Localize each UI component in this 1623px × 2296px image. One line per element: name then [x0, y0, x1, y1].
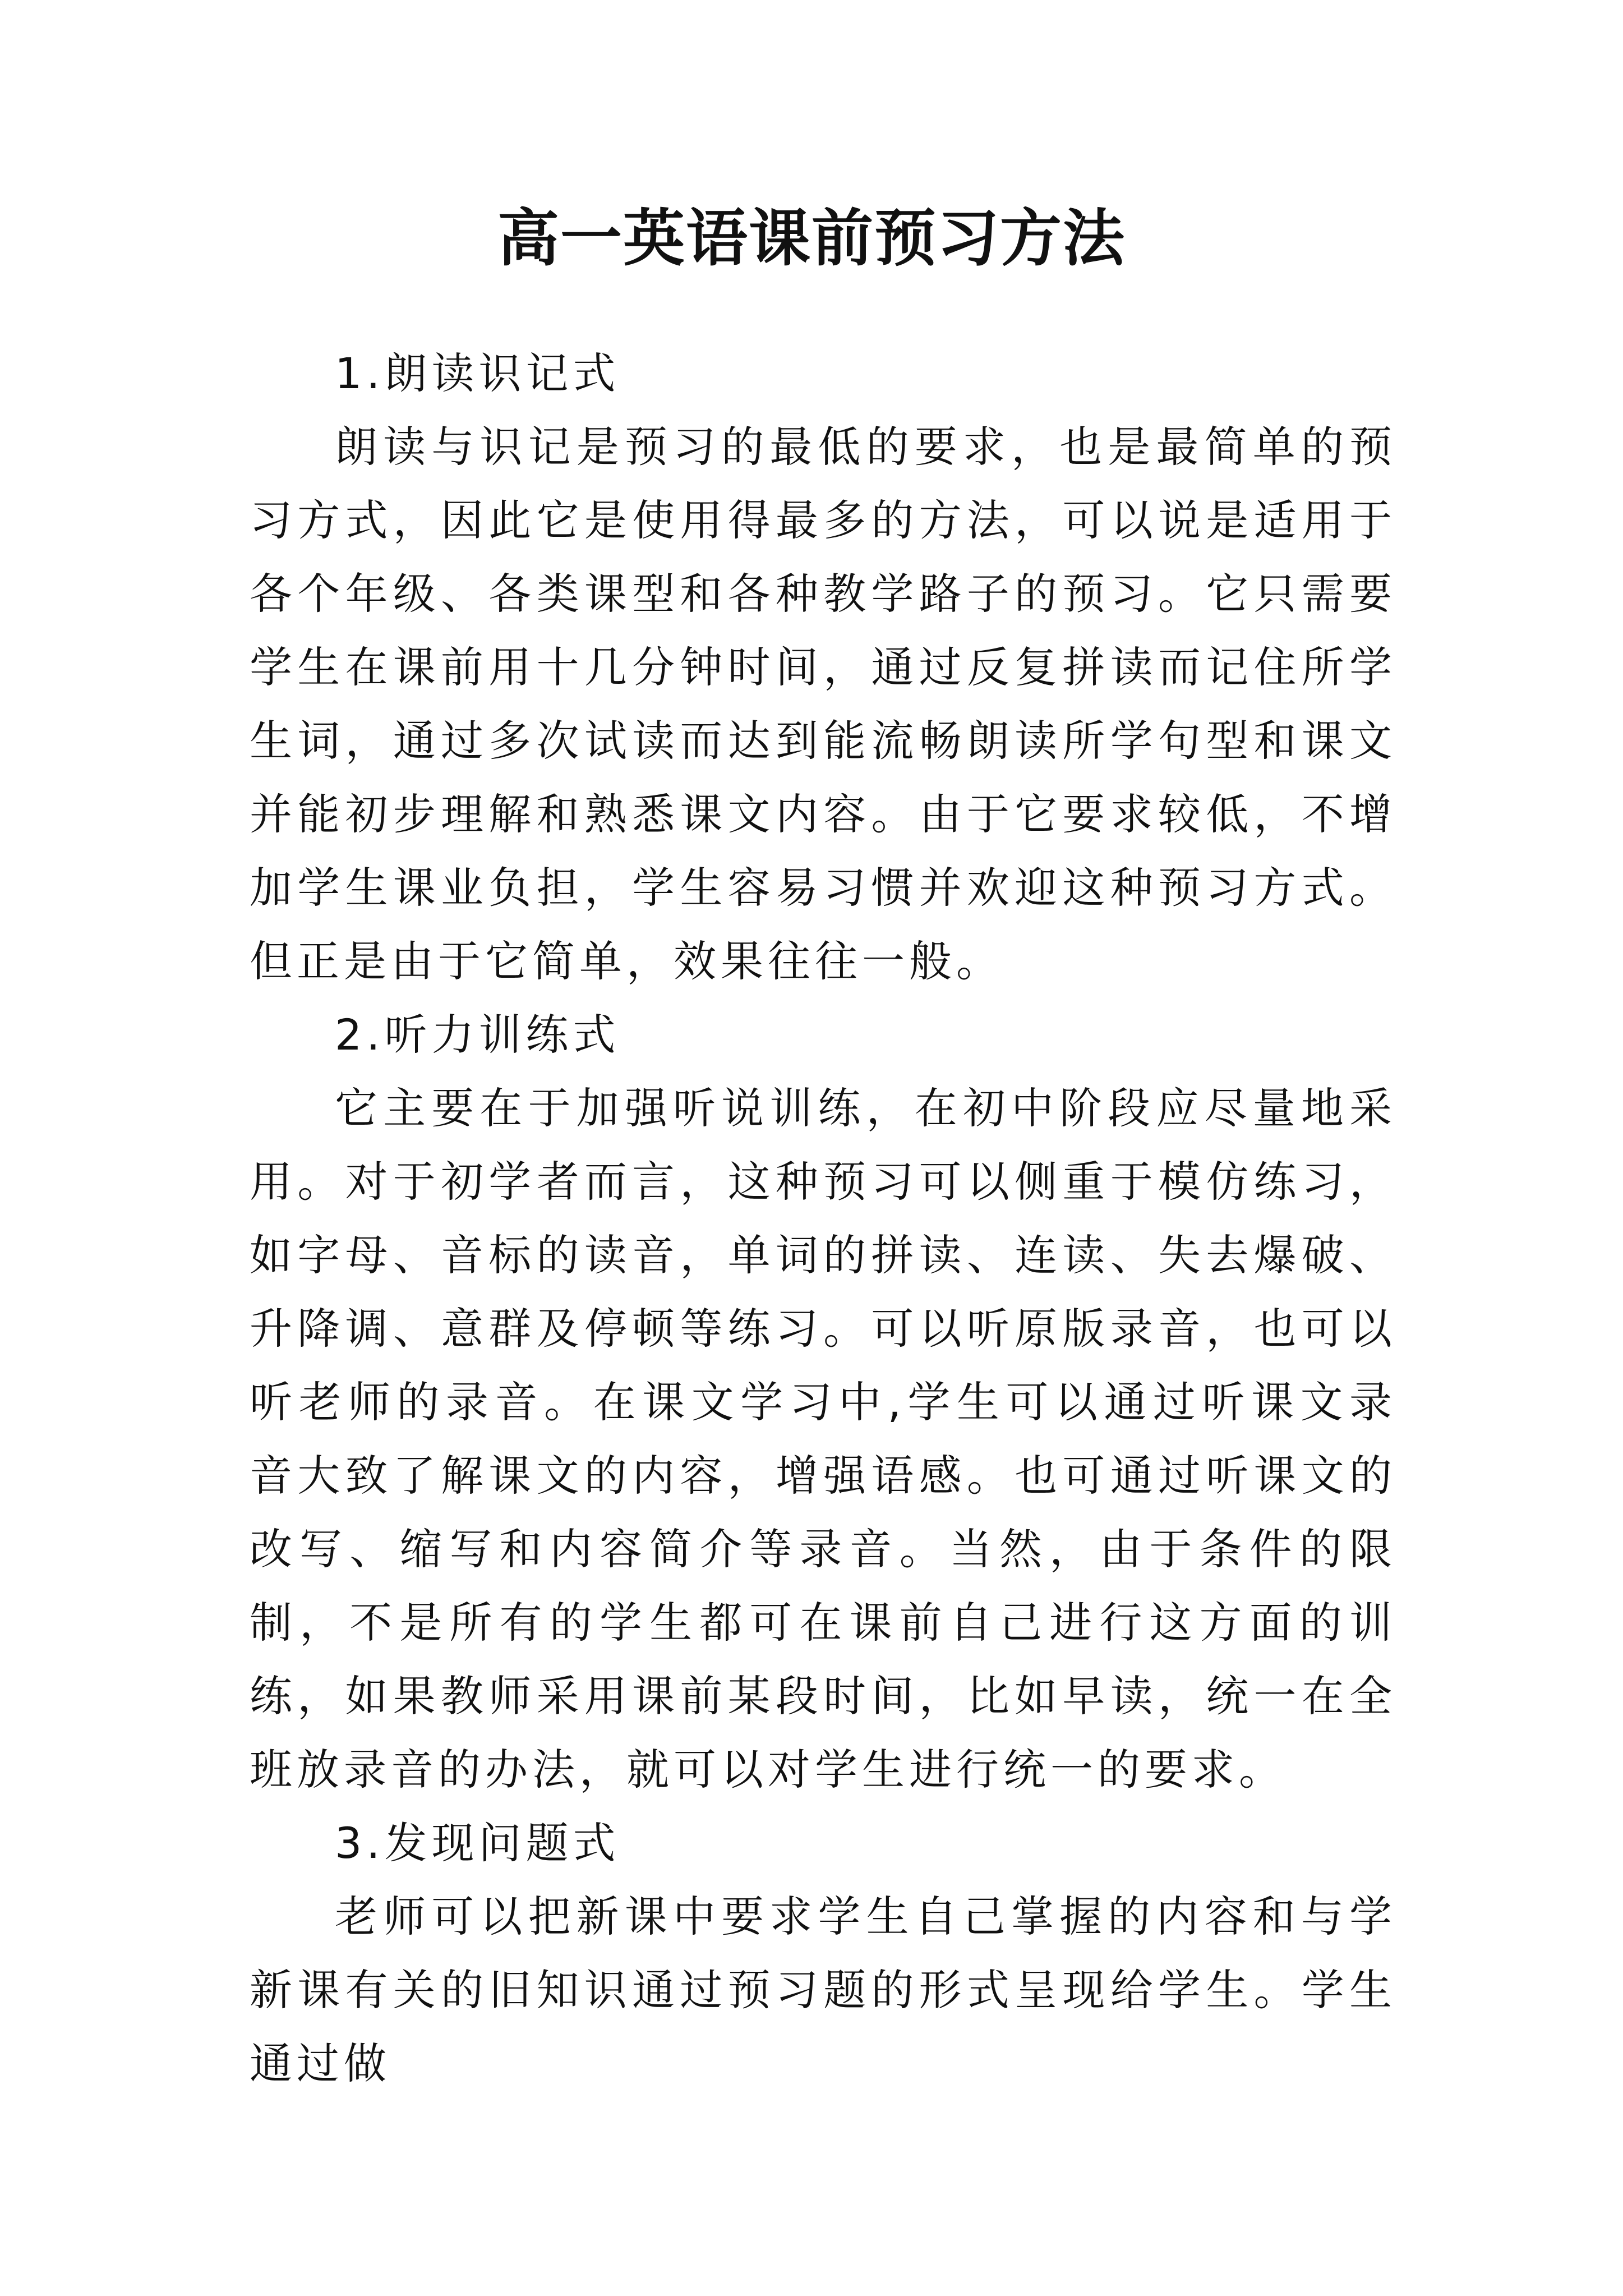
section-heading-2: 2.听力训练式 [335, 1010, 620, 1060]
section-paragraph-2: 它主要在于加强听说训练，在初中阶段应尽量地采用。对于初学者而言，这种预习可以侧重于模仿练习，如字母、音标的读音，单词的拼读、连读、失去爆破、升降调、意群及停顿等练习。可以听原版录音，也可以听老师的录音。在课文学习中,学生可以通过听课文录音大致了解课文的内容，增强语感。也可通过听课文的改写、缩写和内容简介等录音。当然，由于条件的限制，不是所有的学生都可在课前自己进行这方面的训练，如果教师采用课前某段时间，比如早读，统一在全班放录音的办法，就可以对学生进行统一的要求。 [250, 1083, 1396, 1795]
section-heading-3: 3.发现问题式 [335, 1818, 620, 1868]
section-paragraph-1: 朗读与识记是预习的最低的要求，也是最简单的预习方式，因此它是使用得最多的方法，可以说是适用于各个年级、各类课型和各种教学路子的预习。它只需要学生在课前用十几分钟时间，通过反复拼读而记住所学生词，通过多次试读而达到能流畅朗读所学句型和课文并能初步理解和熟悉课文内容。由于它要求较低，不增加学生课业负担，学生容易习惯并欢迎这种预习方式。但正是由于它简单，效果往往一般。 [250, 422, 1396, 986]
section-heading-1: 1.朗读识记式 [335, 348, 620, 398]
document-title: 高一英语课前预习方法 [497, 202, 1126, 274]
section-paragraph-3: 老师可以把新课中要求学生自己掌握的内容和与学新课有关的旧知识通过预习题的形式呈现给学生。学生通过做 [250, 1892, 1396, 2088]
document-body [250, 337, 1396, 2100]
